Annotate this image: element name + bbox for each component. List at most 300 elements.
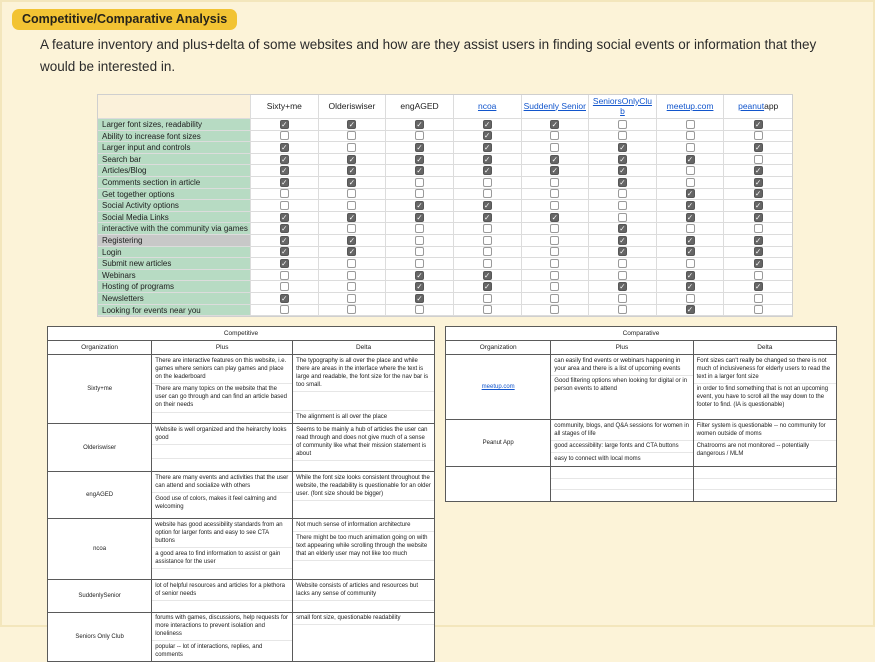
checkbox-cell <box>522 305 590 317</box>
checkbox-cell <box>319 281 387 293</box>
checkbox-unchecked[interactable] <box>483 305 492 314</box>
checkbox-checked[interactable] <box>280 178 289 187</box>
checkbox-unchecked[interactable] <box>754 271 763 280</box>
checkbox-cell <box>724 223 792 235</box>
checkbox-checked[interactable] <box>280 259 289 268</box>
checkbox-unchecked[interactable] <box>618 120 627 129</box>
table-row <box>48 580 434 612</box>
checkbox-checked[interactable] <box>347 247 356 256</box>
checkbox-cell <box>657 270 725 282</box>
plus-note: website has good acessibility standards from an option for larger fonts and easy to see CTA buttons <box>155 521 283 545</box>
checkbox-unchecked[interactable] <box>686 120 695 129</box>
checkbox-checked[interactable] <box>686 271 695 280</box>
checkbox-checked[interactable] <box>550 166 559 175</box>
checkbox-cell <box>386 247 454 259</box>
checkbox-cell <box>657 165 725 177</box>
checkbox-unchecked[interactable] <box>618 201 627 210</box>
checkbox-checked[interactable] <box>280 294 289 303</box>
checkbox-cell <box>657 293 725 305</box>
column-label: engAGED <box>400 100 439 111</box>
checkbox-cell <box>589 212 657 224</box>
checkbox-cell <box>724 200 792 212</box>
delta-note <box>293 500 434 518</box>
column-header-engaged <box>386 95 454 119</box>
delta-cell <box>293 580 434 611</box>
checkbox-unchecked[interactable] <box>415 224 424 233</box>
organization-label: Olderiswiser <box>83 444 117 451</box>
plus-cell <box>152 424 293 471</box>
checkbox-checked[interactable] <box>618 247 627 256</box>
column-header-olderiswiser <box>319 95 387 119</box>
column-link-ncoa[interactable]: ncoa <box>477 100 497 111</box>
checkbox-unchecked[interactable] <box>550 131 559 140</box>
checkbox-checked[interactable] <box>618 143 627 152</box>
delta-cell <box>694 355 836 419</box>
checkbox-checked[interactable] <box>280 155 289 164</box>
plus-note <box>551 467 692 478</box>
plus-note <box>152 600 292 612</box>
checkbox-cell <box>386 281 454 293</box>
checkbox-checked[interactable] <box>686 189 695 198</box>
checkbox-unchecked[interactable] <box>347 143 356 152</box>
checkbox-unchecked[interactable] <box>483 236 492 245</box>
checkbox-checked[interactable] <box>483 282 492 291</box>
checkbox-checked[interactable] <box>618 282 627 291</box>
checkbox-cell <box>522 281 590 293</box>
checkbox-cell <box>657 235 725 247</box>
checkbox-checked[interactable] <box>754 189 763 198</box>
delta-note: While the font size looks consistent throughout the website, the readability is questionable for an older user. (font size should be bigger) <box>296 474 431 498</box>
checkbox-cell <box>454 177 522 189</box>
checkbox-cell <box>522 154 590 166</box>
checkbox-checked[interactable] <box>550 155 559 164</box>
column-label: Sixty+me <box>266 100 302 111</box>
checkbox-cell <box>251 235 319 247</box>
delta-note <box>694 478 836 490</box>
competitive-table-title: Competitive <box>48 327 434 341</box>
checkbox-unchecked[interactable] <box>686 259 695 268</box>
checkbox-checked[interactable] <box>280 213 289 222</box>
column-header-meetup-com <box>657 95 725 119</box>
checkbox-cell <box>319 235 387 247</box>
checkbox-cell <box>454 131 522 143</box>
checkbox-unchecked[interactable] <box>483 294 492 303</box>
checkbox-unchecked[interactable] <box>618 259 627 268</box>
checkbox-cell <box>454 223 522 235</box>
checkbox-unchecked[interactable] <box>280 189 289 198</box>
title-badge: Competitive/Comparative Analysis <box>12 9 237 30</box>
checkbox-unchecked[interactable] <box>550 224 559 233</box>
checkbox-unchecked[interactable] <box>347 224 356 233</box>
checkbox-checked[interactable] <box>754 282 763 291</box>
checkbox-unchecked[interactable] <box>347 189 356 198</box>
delta-cell <box>694 420 836 466</box>
checkbox-cell <box>589 270 657 282</box>
checkbox-unchecked[interactable] <box>686 224 695 233</box>
checkbox-cell <box>386 258 454 270</box>
checkbox-unchecked[interactable] <box>686 143 695 152</box>
checkbox-unchecked[interactable] <box>483 259 492 268</box>
plus-note <box>551 478 692 490</box>
checkbox-cell <box>319 177 387 189</box>
checkbox-checked[interactable] <box>754 201 763 210</box>
checkbox-checked[interactable] <box>347 178 356 187</box>
checkbox-checked[interactable] <box>754 166 763 175</box>
checkbox-unchecked[interactable] <box>686 294 695 303</box>
delta-cell <box>293 519 434 579</box>
checkbox-unchecked[interactable] <box>415 305 424 314</box>
checkbox-unchecked[interactable] <box>618 213 627 222</box>
checkbox-checked[interactable] <box>618 155 627 164</box>
checkbox-cell <box>724 142 792 154</box>
delta-note: in order to find something that is not an upcoming event, you have to scroll all the way down to the footer to find. (IA is questionable) <box>694 383 836 412</box>
checkbox-checked[interactable] <box>483 213 492 222</box>
table-row <box>446 355 836 420</box>
checkbox-cell <box>724 131 792 143</box>
column-link-seniorsonlyclub[interactable]: SeniorsOnlyClub <box>592 95 652 116</box>
checkbox-cell <box>589 305 657 317</box>
checkbox-unchecked[interactable] <box>550 305 559 314</box>
table-row <box>48 355 434 424</box>
plus-note: forums with games, discussions, help requests for more interactions to prevent isolation and loneliness <box>155 615 288 638</box>
checkbox-checked[interactable] <box>280 120 289 129</box>
feature-label: Looking for events near you <box>98 305 251 317</box>
organization-link-meetup-com[interactable]: meetup.com <box>481 384 515 390</box>
checkbox-cell <box>657 258 725 270</box>
checkbox-unchecked[interactable] <box>280 201 289 210</box>
checkbox-unchecked[interactable] <box>415 247 424 256</box>
column-header-seniorsonlyclub <box>589 95 657 119</box>
checkbox-unchecked[interactable] <box>347 294 356 303</box>
feature-table-header-row <box>98 95 792 119</box>
checkbox-cell <box>454 142 522 154</box>
checkbox-cell <box>724 165 792 177</box>
checkbox-cell <box>589 235 657 247</box>
checkbox-cell <box>386 189 454 201</box>
checkbox-checked[interactable] <box>415 155 424 164</box>
plus-note: There are many topics on the website that the user can go through and can find an article based on their needs <box>152 383 292 412</box>
feature-row-search-bar <box>98 154 792 166</box>
checkbox-unchecked[interactable] <box>550 143 559 152</box>
delta-note <box>293 624 434 661</box>
checkbox-unchecked[interactable] <box>347 259 356 268</box>
checkbox-checked[interactable] <box>415 282 424 291</box>
checkbox-cell <box>657 223 725 235</box>
checkbox-checked[interactable] <box>415 143 424 152</box>
plus-cell <box>152 355 293 423</box>
checkbox-unchecked[interactable] <box>754 155 763 164</box>
checkbox-unchecked[interactable] <box>550 259 559 268</box>
feature-label: Hosting of programs <box>98 281 251 293</box>
checkbox-unchecked[interactable] <box>618 294 627 303</box>
checkbox-cell <box>251 131 319 143</box>
delta-note: The typography is all over the place and while there are areas in the interface where the text is large and readable, the font size for the nav bar is too small. <box>296 357 429 388</box>
checkbox-unchecked[interactable] <box>754 305 763 314</box>
plus-note: Good use of colors, makes it feel calming and welcoming <box>152 492 292 513</box>
checkbox-cell <box>589 119 657 131</box>
checkbox-checked[interactable] <box>280 224 289 233</box>
column-header-delta: Delta <box>293 341 434 355</box>
feature-row-submit-new-articles <box>98 258 792 270</box>
checkbox-unchecked[interactable] <box>347 131 356 140</box>
checkbox-unchecked[interactable] <box>415 178 424 187</box>
checkbox-checked[interactable] <box>754 247 763 256</box>
feature-row-articles-blog <box>98 165 792 177</box>
checkbox-checked[interactable] <box>483 120 492 129</box>
checkbox-cell <box>251 165 319 177</box>
checkbox-cell <box>657 119 725 131</box>
checkbox-unchecked[interactable] <box>550 178 559 187</box>
checkbox-checked[interactable] <box>347 213 356 222</box>
checkbox-checked[interactable] <box>415 201 424 210</box>
checkbox-unchecked[interactable] <box>347 271 356 280</box>
checkbox-unchecked[interactable] <box>483 224 492 233</box>
checkbox-checked[interactable] <box>686 213 695 222</box>
delta-note <box>293 560 434 580</box>
checkbox-checked[interactable] <box>415 166 424 175</box>
checkbox-checked[interactable] <box>347 155 356 164</box>
checkbox-unchecked[interactable] <box>618 305 627 314</box>
feature-label: Comments section in article <box>98 177 251 189</box>
checkbox-checked[interactable] <box>483 271 492 280</box>
checkbox-checked[interactable] <box>754 143 763 152</box>
feature-row-newsletters <box>98 293 792 305</box>
checkbox-checked[interactable] <box>347 236 356 245</box>
checkbox-checked[interactable] <box>550 120 559 129</box>
checkbox-checked[interactable] <box>686 247 695 256</box>
checkbox-checked[interactable] <box>550 213 559 222</box>
feature-row-get-together-options <box>98 189 792 201</box>
checkbox-cell <box>386 200 454 212</box>
plus-note: Website is well organized and the heirarchy looks good <box>155 426 287 441</box>
checkbox-checked[interactable] <box>483 201 492 210</box>
checkbox-unchecked[interactable] <box>550 189 559 198</box>
checkbox-checked[interactable] <box>754 178 763 187</box>
checkbox-checked[interactable] <box>483 166 492 175</box>
organization-label: Sixty+me <box>87 386 113 393</box>
checkbox-cell <box>589 200 657 212</box>
delta-note <box>694 467 836 478</box>
organization-cell <box>48 472 152 518</box>
column-header-peanut <box>724 95 792 119</box>
checkbox-cell <box>386 305 454 317</box>
table-row <box>48 472 434 519</box>
plus-note: easy to connect with local moms <box>551 452 692 465</box>
checkbox-cell <box>319 270 387 282</box>
checkbox-cell <box>386 270 454 282</box>
checkbox-cell <box>386 293 454 305</box>
checkbox-checked[interactable] <box>347 166 356 175</box>
checkbox-checked[interactable] <box>686 201 695 210</box>
checkbox-checked[interactable] <box>618 224 627 233</box>
delta-note <box>694 489 836 501</box>
checkbox-checked[interactable] <box>618 236 627 245</box>
checkbox-checked[interactable] <box>347 120 356 129</box>
checkbox-cell <box>657 305 725 317</box>
checkbox-unchecked[interactable] <box>550 236 559 245</box>
checkbox-cell <box>454 258 522 270</box>
checkbox-cell <box>386 154 454 166</box>
checkbox-cell <box>522 293 590 305</box>
checkbox-checked[interactable] <box>280 247 289 256</box>
checkbox-checked[interactable] <box>415 120 424 129</box>
checkbox-unchecked[interactable] <box>618 131 627 140</box>
delta-cell <box>293 355 434 423</box>
checkbox-unchecked[interactable] <box>754 224 763 233</box>
checkbox-cell <box>522 165 590 177</box>
delta-note: Not much sense of information architecture <box>296 521 411 528</box>
checkbox-checked[interactable] <box>483 143 492 152</box>
checkbox-checked[interactable] <box>686 236 695 245</box>
column-header-plus: Plus <box>152 341 293 355</box>
delta-note <box>293 391 434 411</box>
organization-cell <box>446 467 551 501</box>
checkbox-cell <box>589 142 657 154</box>
checkbox-unchecked[interactable] <box>550 282 559 291</box>
intro-text: A feature inventory and plus+delta of some websites and how are they assist users in finding social events or information that they would be interested in. <box>40 37 817 75</box>
column-label-suffix: app <box>764 100 779 111</box>
checkbox-unchecked[interactable] <box>550 271 559 280</box>
checkbox-cell <box>251 247 319 259</box>
plus-note: can easily find events or webinars happening in your area and there is a list of upcoming events <box>554 357 681 372</box>
checkbox-checked[interactable] <box>686 305 695 314</box>
checkbox-unchecked[interactable] <box>550 247 559 256</box>
organization-label: SuddenlySenior <box>78 593 121 599</box>
checkbox-unchecked[interactable] <box>415 131 424 140</box>
checkbox-cell <box>251 223 319 235</box>
feature-label: Newsletters <box>98 293 251 305</box>
checkbox-unchecked[interactable] <box>686 178 695 187</box>
column-link-peanut[interactable]: peanut <box>738 100 765 111</box>
checkbox-unchecked[interactable] <box>280 282 289 291</box>
feature-label: Ability to increase font sizes <box>98 131 251 143</box>
table-row <box>446 420 836 467</box>
checkbox-checked[interactable] <box>483 131 492 140</box>
checkbox-unchecked[interactable] <box>483 178 492 187</box>
checkbox-cell <box>724 258 792 270</box>
plus-note <box>152 412 292 424</box>
checkbox-unchecked[interactable] <box>618 189 627 198</box>
checkbox-cell <box>386 235 454 247</box>
checkbox-unchecked[interactable] <box>483 247 492 256</box>
checkbox-unchecked[interactable] <box>347 282 356 291</box>
checkbox-checked[interactable] <box>754 236 763 245</box>
checkbox-checked[interactable] <box>686 155 695 164</box>
checkbox-unchecked[interactable] <box>347 201 356 210</box>
delta-note: Filter system is questionable -- no community for women outside of moms <box>696 422 826 437</box>
checkbox-unchecked[interactable] <box>686 166 695 175</box>
checkbox-checked[interactable] <box>618 166 627 175</box>
checkbox-checked[interactable] <box>483 155 492 164</box>
delta-note <box>293 460 434 472</box>
checkbox-checked[interactable] <box>754 120 763 129</box>
checkbox-unchecked[interactable] <box>415 236 424 245</box>
plus-note <box>152 444 292 458</box>
checkbox-checked[interactable] <box>415 294 424 303</box>
delta-cell <box>694 467 836 501</box>
checkbox-unchecked[interactable] <box>280 271 289 280</box>
checkbox-unchecked[interactable] <box>347 305 356 314</box>
plus-note <box>152 458 292 472</box>
column-header-suddenly-senior <box>522 95 590 119</box>
feature-row-larger-font-sizes-readability <box>98 119 792 131</box>
checkbox-unchecked[interactable] <box>618 271 627 280</box>
column-link-meetup-com[interactable]: meetup.com <box>666 100 714 111</box>
checkbox-unchecked[interactable] <box>550 201 559 210</box>
checkbox-checked[interactable] <box>280 236 289 245</box>
feature-row-hosting-of-programs <box>98 281 792 293</box>
organization-label: ncoa <box>93 546 107 553</box>
checkbox-cell <box>454 165 522 177</box>
checkbox-checked[interactable] <box>754 213 763 222</box>
feature-row-registering <box>98 235 792 247</box>
checkbox-unchecked[interactable] <box>415 189 424 198</box>
checkbox-unchecked[interactable] <box>754 294 763 303</box>
checkbox-cell <box>724 235 792 247</box>
checkbox-cell <box>522 212 590 224</box>
checkbox-cell <box>386 142 454 154</box>
feature-row-comments-section-in-article <box>98 177 792 189</box>
checkbox-checked[interactable] <box>754 259 763 268</box>
checkbox-checked[interactable] <box>618 178 627 187</box>
checkbox-cell <box>251 200 319 212</box>
checkbox-cell <box>522 200 590 212</box>
checkbox-checked[interactable] <box>686 282 695 291</box>
delta-note: Website consists of articles and resources but lacks any sense of community <box>296 582 419 597</box>
checkbox-cell <box>454 212 522 224</box>
checkbox-cell <box>319 131 387 143</box>
checkbox-cell <box>251 212 319 224</box>
checkbox-cell <box>319 189 387 201</box>
checkbox-checked[interactable] <box>415 271 424 280</box>
checkbox-unchecked[interactable] <box>483 189 492 198</box>
checkbox-unchecked[interactable] <box>415 259 424 268</box>
table-row <box>48 519 434 580</box>
checkbox-unchecked[interactable] <box>754 131 763 140</box>
checkbox-cell <box>454 305 522 317</box>
feature-row-looking-for-events-near-you <box>98 305 792 317</box>
feature-row-larger-input-and-controls <box>98 142 792 154</box>
delta-cell <box>293 424 434 471</box>
checkbox-cell <box>454 247 522 259</box>
checkbox-checked[interactable] <box>280 143 289 152</box>
feature-label: Larger input and controls <box>98 142 251 154</box>
checkbox-cell <box>319 119 387 131</box>
checkbox-cell <box>589 223 657 235</box>
checkbox-checked[interactable] <box>280 166 289 175</box>
checkbox-cell <box>251 142 319 154</box>
checkbox-unchecked[interactable] <box>280 131 289 140</box>
plus-note <box>551 489 692 501</box>
checkbox-cell <box>319 293 387 305</box>
checkbox-checked[interactable] <box>415 213 424 222</box>
checkbox-cell <box>522 142 590 154</box>
column-link-suddenly-senior[interactable]: Suddenly Senior <box>523 100 586 111</box>
feature-row-social-activity-options <box>98 200 792 212</box>
competitive-table-body <box>48 355 434 661</box>
checkbox-unchecked[interactable] <box>686 131 695 140</box>
checkbox-cell <box>319 247 387 259</box>
checkbox-cell <box>251 305 319 317</box>
checkbox-cell <box>657 189 725 201</box>
checkbox-unchecked[interactable] <box>550 294 559 303</box>
checkbox-cell <box>522 189 590 201</box>
checkbox-cell <box>454 154 522 166</box>
checkbox-cell <box>589 165 657 177</box>
checkbox-cell <box>589 281 657 293</box>
checkbox-cell <box>522 177 590 189</box>
checkbox-unchecked[interactable] <box>280 305 289 314</box>
